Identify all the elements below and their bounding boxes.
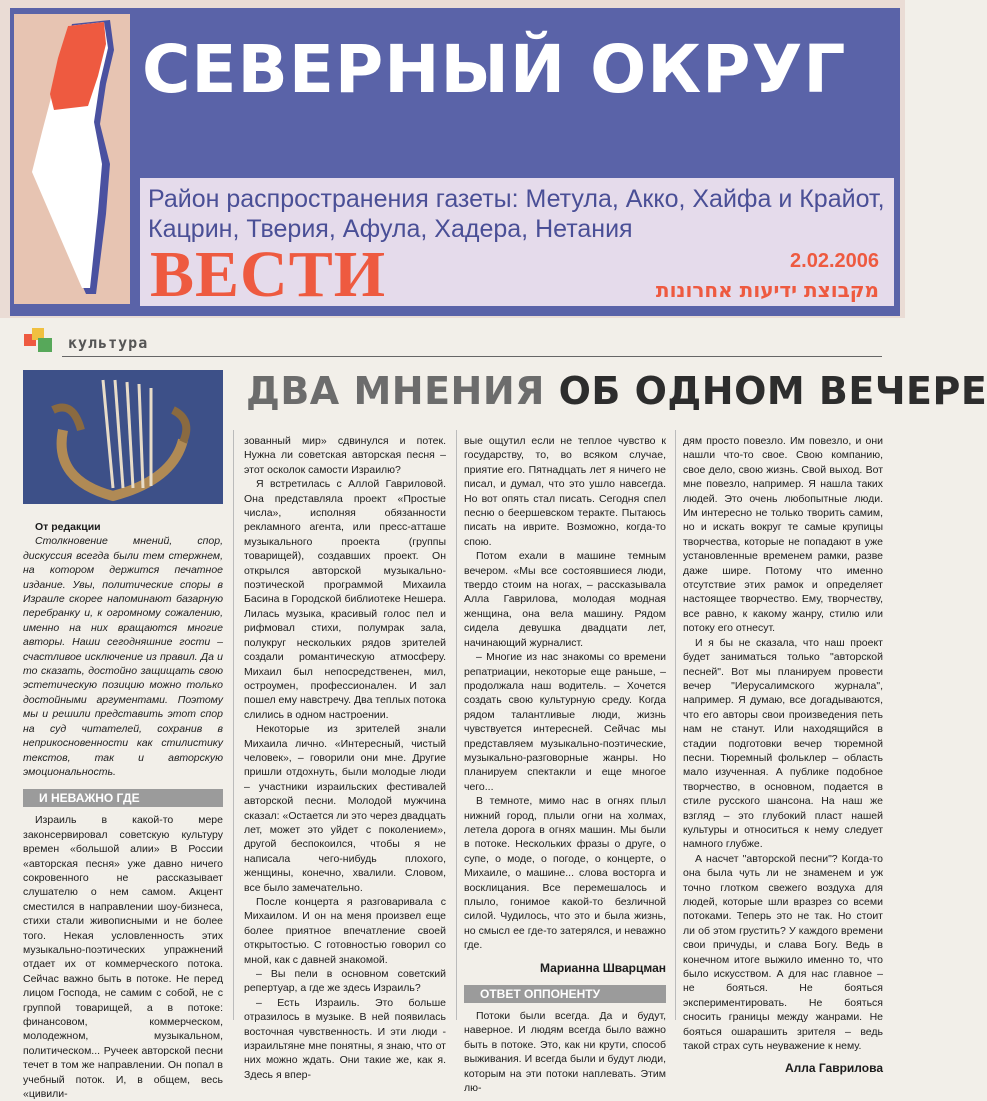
col4-paragraph-2: И я бы не сказала, что наш проект будет заниматься только "авторской песней". Вот мы планируем провести вечер "Иерусалимского журнала", например. Я думаю, все догадываются, что его авторы свои произведения петь нам не станут. Или находящийся в стадии подготовки вечер тюремной песни. Тюремный фольклер – область мало изученная. А публике подобное творчество, в основном, подается в стиле русского шансона. На наш же взгляд – это глубокий пласт нашей культуры и относиться к нему следует намного глубже. bbox=[683, 636, 883, 851]
column-divider-2 bbox=[456, 430, 457, 1020]
distribution-text: Район распространения газеты: Метула, Акко, Хайфа и Крайот, Кацрин, Тверия, Афула, Хадера, Нетания bbox=[148, 185, 885, 243]
col2-paragraph-4: После концерта я разговаривала с Михаилом. И он на меня произвел еще более приятное впечатление своей открытостью. С готовностью говорил со мной, как с давней знакомой. bbox=[244, 896, 446, 966]
article-headline bbox=[246, 368, 987, 414]
col3-paragraph-3: – Многие из нас знакомы со времени репатриации, некоторые еще раньше, – продолжала наш водитель. – Хочется создать свою культурную среду. Когда рядом талантливые люди, жизнь чувствуется интересней. Сейчас мы представляем музыкально-поэтические, музыкально-разговорные жанры. Но планируем спектакли и еще многое чего... bbox=[464, 651, 666, 793]
section-rule bbox=[62, 356, 882, 357]
col2-paragraph-1: зованный мир» сдвинулся и потек. Нужна ли советская авторская песня – этот осколок самости Израилю? bbox=[244, 435, 446, 476]
lyre-sculpture-photo bbox=[23, 370, 223, 504]
section-label: культура bbox=[68, 334, 149, 352]
issue-date: 2.02.2006 bbox=[790, 250, 879, 272]
col1-paragraph: Израиль в какой-то мере законсервировал советскую культуру времен «большой алии» В России «авторская песня» уже давно ничего сокровенного не рассказывает слушателю о нем самом. Акцент сместился в направлении шоу-бизнеса, стихи стали живописными и не более того. Некая условленность этих музыкально-поэтических упражнений отдает их от коммерческого потока. Сейчас важно быть в потоке. Не перед лицом Господа, не самим с собой, не с группой товарищей, а в потоке: финансовом, коммерческом, молодежном, музыкальном, политическом... Ручеек авторской песни течет в том же направлении. Он попал в учебный поток. И, в общем, весь «цивили- bbox=[23, 814, 223, 1101]
col3-paragraph-2: Потом ехали в машине темным вечером. «Мы все состоявшиеся люди, твердо стоим на ногах, – рассказывала Алла Гаврилова, молодая модная женщина, она вела машину. Рядом сидела девушка двадцати лет, начинающий журналист. bbox=[464, 550, 666, 649]
author-2: Алла Гаврилова bbox=[784, 1061, 883, 1076]
col2-paragraph-2: Я встретилась с Аллой Гавриловой. Она представляла проект «Простые числа», исполняя обязанности рекламного агента, или пресс-атташе музыкального проекта (группы товарищей), создавших проект. Он открылся авторской музыкально-поэтической программой Михаила Басина в Городской библиотеке Нешера. Лилась музыка, красивый голос пел и рифмовал стихи, полумрак зала, полукруг нескольких рядов зрителей создали романтическую атмосферу. Михаил был непосредственен, мил, остроумен, профессионален. И зал пошел ему навстречу. Два теплых потока слились в одном настроении. bbox=[244, 478, 446, 721]
column-divider-3 bbox=[675, 430, 676, 1020]
column-3 bbox=[464, 434, 666, 1095]
col3-paragraph-5: Потоки были всегда. Да и будут, наверное. И людям всегда было важно быть в потоке. Это, как ни крути, способ выживания. И всегда были и будут люди, которым на эти потоки наплевать. Этим лю- bbox=[464, 1010, 666, 1095]
editor-note-label: От редакции bbox=[35, 521, 101, 533]
masthead-title: СЕВЕРНЫЙ ОКРУГ bbox=[142, 31, 847, 108]
col2-paragraph-5: – Вы пели в основном советский репертуар, а где же здесь Израиль? bbox=[244, 968, 446, 995]
subheading-2: ОТВЕТ ОППОНЕНТУ bbox=[464, 985, 666, 1003]
column-1 bbox=[23, 520, 223, 1101]
headline-part-b: ОБ ОДНОМ ВЕЧЕРЕ bbox=[558, 369, 987, 413]
israel-map-icon bbox=[14, 14, 130, 304]
hebrew-group-line: מקבוצת ידיעות אחרונות bbox=[655, 278, 879, 302]
column-4 bbox=[683, 434, 883, 1076]
headline-part-a: ДВА МНЕНИЯ bbox=[246, 369, 545, 413]
column-2 bbox=[244, 434, 446, 1082]
col3-paragraph-4: В темноте, мимо нас в огнях плыл нижний город, плыли огни на холмах, летела дорога в огнях машин. Мы были в потоке. Нескольких фразы о друге, о супе, о моде, о погоде, о концерте, о Михаиле, о машине... слова восторга и восклицания. Все перемешалось и плыло, гонимое какой-то безличной силой. Чудилось, что это и была жизнь, но смысл ее где-то затерялся, и неважно где. bbox=[464, 795, 666, 952]
section-squares-icon bbox=[24, 328, 54, 354]
subheading-1: И НЕВАЖНО ГДЕ bbox=[23, 789, 223, 807]
col4-paragraph-1: дям просто повезло. Им повезло, и они нашли что-то свое. Свою компанию, свое дело, свою жизнь. Свой выход. Вот мне повезло, например. Я нашла таких людей. Это очень любопытные люди. Им интересно не только творить самим, но и искать вокруг те самые крупицы творчества, которые не попадают в уже установленные временем рамки, разве даже шире. Потому что именно отсутствие этих рамок и определяет настоящее творчество. Ему, творчеству, все равно, к какому жанру, стилю или потоку его отнесут. bbox=[683, 435, 883, 635]
col3-paragraph-1: вые ощутил если не теплое чувство к государству, то, во всяком случае, приятие его. Пятнадцать лет я ничего не писал, и думал, что это ушло навсегда. Но вот опять стал писать. Сегодня спел песню о беершевском теракте. Пытаюсь писать на иврите. Возможно, когда-то спою. bbox=[464, 435, 666, 548]
editor-note: Столкновение мнений, спор, дискуссия всегда были тем стержнем, на котором держится печатное издание. Увы, политические споры в Израиле скорее напоминают базарную перебранку и, к огромному сожалению, именно на них вращаются многие авторы. Наши сегодняшние гости – счастливое исключение из правил. Да и то сказать, достойно защищать свою эстетическую позицию можно только достойными аргументами. Поэтому мы и решили представить этот спор на суд читателей, сохранив в неприкосновенности как стилистику текстов, так и авторскую эмоциональность. bbox=[23, 535, 223, 778]
col2-paragraph-6: – Есть Израиль. Это больше отразилось в музыке. В ней появилась восточная чувственность. И эти люди - израильтяне мне понятны, я знаю, что от них можно ждать. Они такие же, как я. Здесь я впер- bbox=[244, 996, 446, 1081]
author-1: Марианна Шварцман bbox=[540, 960, 666, 975]
column-divider-1 bbox=[233, 430, 234, 1020]
col2-paragraph-3: Некоторые из зрителей знали Михаила лично. «Интересный, чистый человек», – говорили они мне. Другие пришли отдохнуть, были молодые люди – участники израильских фестивалей авторской песни. Молодой мужчина сказал: «Остается ли это через двадцать лет, может это уйдет с поколением», другой беспокоился, чтобы я не написала чего-нибудь плохого, женщины, конечно, хвалили. Словом, все было замечательно. bbox=[244, 723, 446, 894]
masthead bbox=[0, 0, 905, 318]
brand-logo: ВЕСТИ bbox=[150, 238, 387, 311]
col4-paragraph-3: А насчет "авторской песни"? Когда-то она была чуть ли не знаменем и уж точно глотком свежего воздуха для людей, которые шли вразрез со всеми потоками. Теперь это не так. Но стоит ли об этом грустить? У каждого времени свои причуды, и слава Богу. Ведь в конечном итоге выжило именно то, что было искусством. А для нас главное – не бояться. Не бояться экспериментировать. Не бояться сносить границы между жанрами. Не бояться ошарашить зрителя – ведь такой страх суть неуважение к нему. bbox=[683, 852, 883, 1053]
